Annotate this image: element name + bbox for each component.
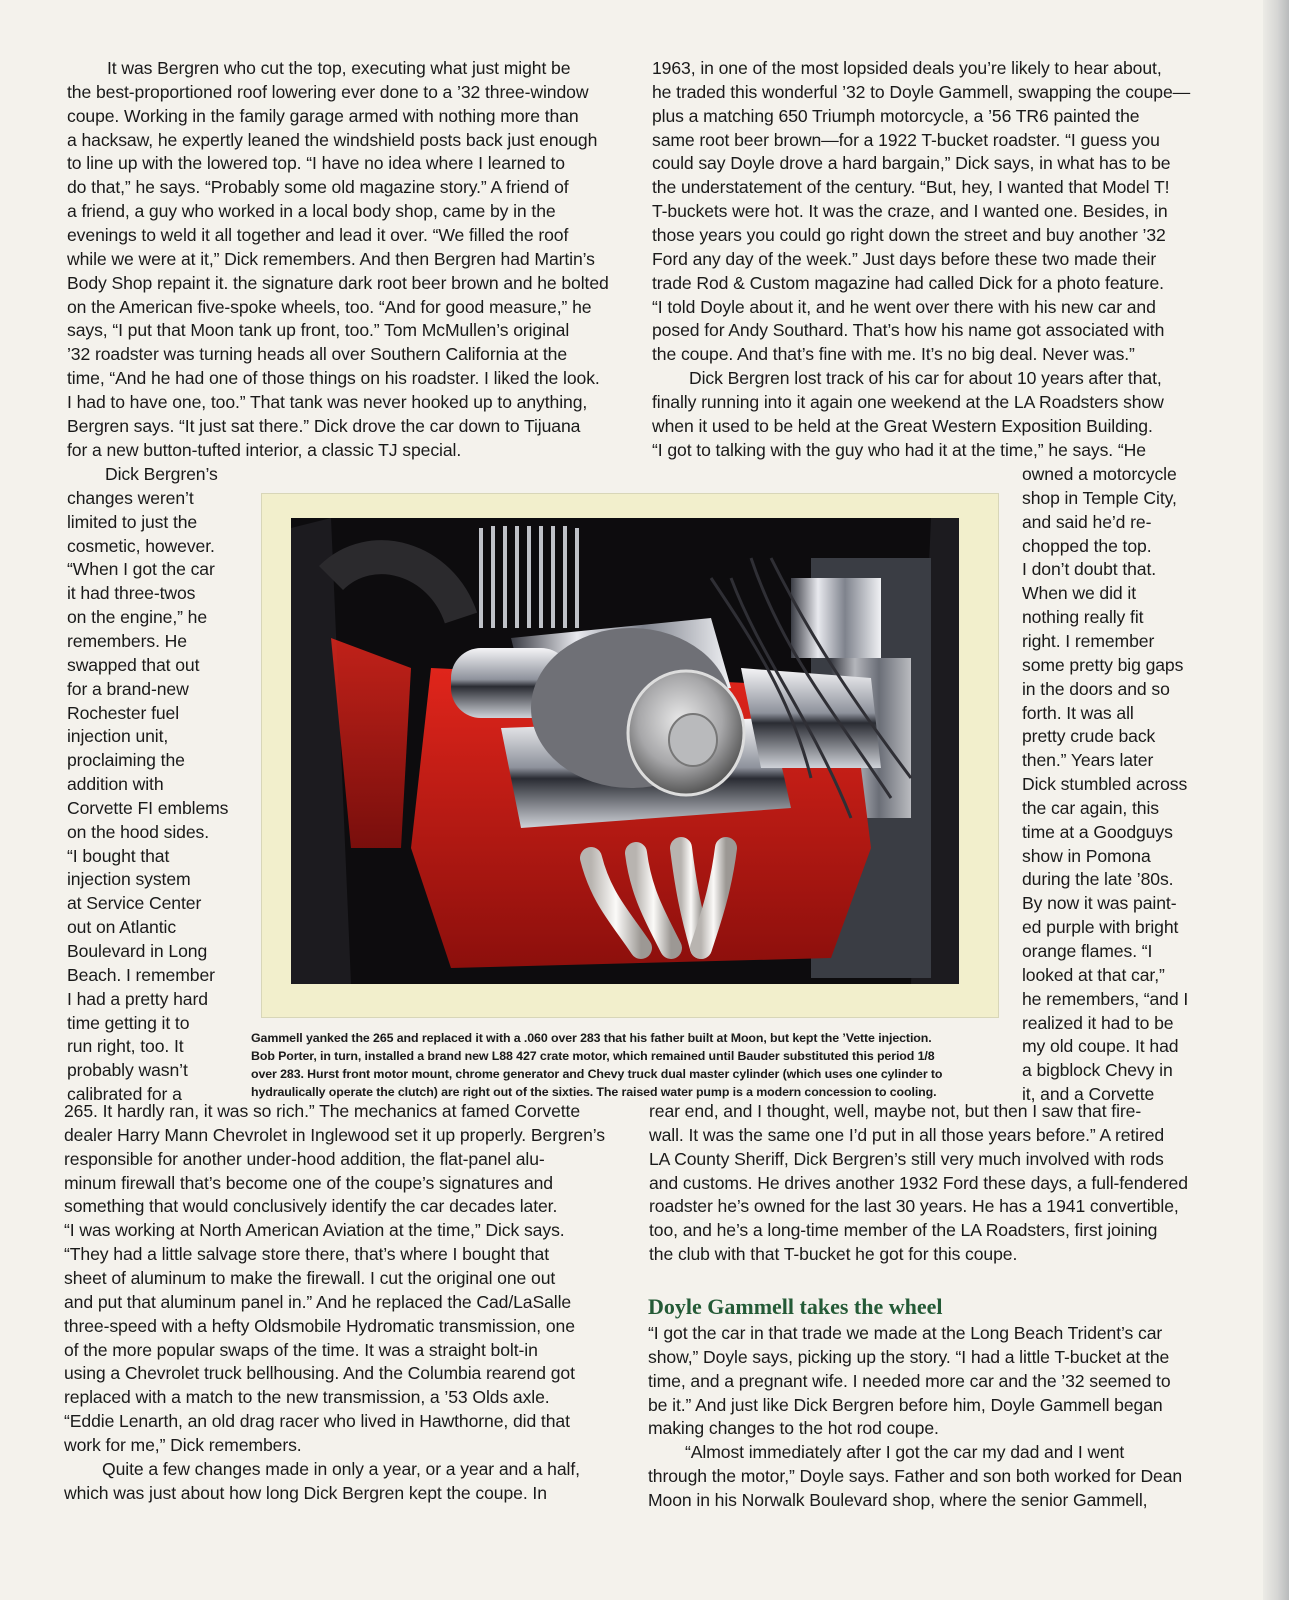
left-bottom-lines-line: 265. It hardly ran, it was so rich.” The mechanics at famed Corvette [64,1101,581,1121]
left-narrow-lines-line: it had three-twos [67,583,196,604]
left-bottom-lines-line: something that would conclusively identify the car decades later. [64,1196,558,1217]
right-narrow-lines-line: show in Pomona [1022,845,1151,866]
left-top-lines-line: It was Bergren who cut the top, executing what just might be [107,58,571,78]
left-narrow-lines-line: on the engine,” he [67,607,208,628]
right-mid-lines-line: LA County Sheriff, Dick Bergren’s still very much involved with rods [649,1148,1164,1169]
right-bottom-lines-line: “I got the car in that trade we made at the Long Beach Trident’s car [648,1323,1163,1343]
left-narrow-lines-line: Corvette FI emblems [67,797,229,818]
right-bottom-lines-line: “Almost immediately after I got the car my dad and I went [685,1442,1125,1463]
right-bottom-lines-line: through the motor,” Doyle says. Father and son both worked for Dean [648,1466,1183,1487]
left-top-lines-line: says, “I put that Moon tank up front, too.” Tom McMullen’s original [67,320,570,341]
left-top-lines-line: ’32 roadster was turning heads all over Southern California at the [67,344,568,365]
right-narrow-lines-line: chopped the top. [1022,535,1152,556]
left-bottom-lines-line: minum firewall that’s become one of the coupe’s signatures and [64,1172,553,1193]
right-top-lines-line: the understatement of the century. “But, hey, I wanted that Model T! [652,177,1170,198]
left-bottom-lines-line: replaced with a match to the new transmission, a ’53 Olds axle. [64,1387,550,1408]
right-top-lines-line: he traded this wonderful ’32 to Doyle Gammell, swapping the coupe— [652,81,1191,102]
left-narrow-lines-line: limited to just the [67,511,198,532]
right-narrow-lines-line: pretty crude back [1022,726,1156,747]
right-narrow-lines-line: it, and a Corvette [1022,1084,1155,1105]
right-narrow-lines-line: ed purple with bright [1022,917,1179,938]
right-top-lines-line: the coupe. And that’s fine with me. It’s no big deal. Never was.” [652,344,1135,365]
right-narrow-lines-line: realized it had to be [1022,1012,1174,1033]
left-narrow-lines-line: I had a pretty hard [67,988,208,1009]
right-top-lines-line: Dick Bergren lost track of his car for about 10 years after that, [689,368,1162,389]
left-bottom-lines-line: of the more popular swaps of the time. It was a straight bolt-in [64,1339,538,1360]
right-narrow-lines-line: nothing really fit [1022,607,1144,628]
right-narrow-lines-line: right. I remember [1022,630,1155,651]
left-narrow-lines-line: cosmetic, however. [67,535,215,556]
left-top-lines-line: on the American five-spoke wheels, too. “And for good measure,” he [67,296,592,317]
right-bottom-lines-line: time, and a pregnant wife. I needed more car and the ’32 seemed to [648,1370,1171,1391]
left-bottom-lines-line: responsible for another under-hood addition, the flat-panel alu- [64,1148,545,1169]
left-narrow-lines-line: for a brand-new [67,678,189,699]
left-narrow-lines-line: calibrated for a [67,1084,182,1105]
right-narrow-lines-line: By now it was paint- [1022,893,1177,914]
right-top-lines-line: posed for Andy Southard. That’s how his name got associated with [652,320,1165,341]
right-bottom-lines-line: show,” Doyle says, picking up the story. “I had a little T-bucket at the [648,1346,1170,1367]
left-narrow-lines-line: out on Atlantic [67,917,177,938]
right-mid-lines-line: roadster he’s owned for the last 30 years. He has a 1941 convertible, [649,1196,1179,1217]
caption-line: over 283. Hurst front motor mount, chrome generator and Chevy truck dual master cylinder (which uses one cylinder to [251,1067,943,1081]
right-narrow-lines-line: When we did it [1022,583,1136,604]
right-top-lines-line: 1963, in one of the most lopsided deals you’re likely to hear about, [652,58,1162,78]
right-narrow-lines-line: in the doors and so [1022,678,1170,699]
right-top-lines-line: Ford any day of the week.” Just days before these two made their [652,248,1157,269]
engine-bay-photo [291,518,959,984]
right-narrow-lines-line: orange flames. “I [1022,941,1153,961]
right-top-lines-line: “I got to talking with the guy who had it at the time,” he says. “He [652,439,1146,460]
left-top-lines-line: I had to have one, too.” That tank was never hooked up to anything, [67,391,588,412]
left-top-lines-line: coupe. Working in the family garage armed with nothing more than [67,105,579,126]
left-top-lines-line: while we were at it,” Dick remembers. And then Bergren had Martin’s [67,248,595,269]
caption-line: Bob Porter, in turn, installed a brand new L88 427 crate motor, which remained until Bauder substituted this period 1/8 [251,1049,935,1063]
right-mid-lines-line: rear end, and I thought, well, maybe not, but then I saw that fire- [649,1101,1142,1121]
left-narrow-lines-line: Dick Bergren’s [105,464,218,484]
right-top-lines-line: plus a matching 650 Triumph motorcycle, a ’56 TR6 painted the [652,105,1140,126]
left-narrow-lines-line: addition with [67,774,164,795]
caption-line: Gammell yanked the 265 and replaced it with a .060 over 283 that his father built at Moon, but kept the ’Vette injection. [251,1031,932,1045]
right-narrow-lines-line: he remembers, “and I [1022,988,1189,1009]
right-mid-lines-line: wall. It was the same one I’d put in all those years before.” A retired [649,1124,1165,1145]
left-narrow-lines-line: Rochester fuel [67,702,180,723]
left-bottom-lines-line: dealer Harry Mann Chevrolet in Inglewood set it up properly. Bergren’s [64,1124,605,1145]
left-narrow-lines-line: remembers. He [67,630,187,651]
left-bottom-lines-line: which was just about how long Dick Bergren kept the coupe. In [64,1482,547,1503]
right-top-lines-line: “I told Doyle about it, and he went over there with his new car and [652,296,1156,317]
right-top-lines-line: trade Rod & Custom magazine had called Dick for a photo feature. [652,272,1164,293]
left-narrow-lines-line: proclaiming the [67,750,185,771]
right-top-lines-line: those years you could go right down the street and buy another ’32 [652,224,1166,245]
right-top-lines-line: finally running into it again one weekend at the LA Roadsters show [652,391,1164,412]
page-edge-shadow [1263,0,1289,1600]
right-narrow-lines-line: looked at that car,” [1022,964,1165,985]
left-narrow-lines-line: changes weren’t [67,487,194,508]
right-narrow-lines-line: owned a motorcycle [1022,464,1177,484]
left-narrow-lines-line: at Service Center [67,893,202,914]
left-narrow-lines-line: injection system [67,869,191,890]
left-bottom-lines-line: “Eddie Lenarth, an old drag racer who lived in Hawthorne, did that [64,1411,570,1432]
right-narrow-lines-line: some pretty big gaps [1022,654,1184,675]
right-mid-lines-line: too, and he’s a long-time member of the LA Roadsters, first joining [649,1220,1158,1241]
left-narrow-lines-line: Boulevard in Long [67,941,208,961]
left-bottom-lines-line: “I was working at North American Aviation at the time,” Dick says. [64,1220,565,1241]
left-narrow-lines-line: “I bought that [67,845,170,866]
left-top-lines-line: to line up with the lowered top. “I have no idea where I learned to [67,153,565,174]
caption-line: hydraulically operate the clutch) are right out of the sixties. The raised water pump is a modern concession to cooling. [251,1085,937,1099]
right-narrow-lines-line: a bigblock Chevy in [1022,1060,1173,1081]
right-narrow-lines-line: during the late ’80s. [1022,869,1174,890]
left-bottom-lines-line: and put that aluminum panel in.” And he replaced the Cad/LaSalle [64,1291,572,1312]
right-narrow-lines-line: and said he’d re- [1022,511,1152,532]
right-narrow-lines-line: the car again, this [1022,797,1159,818]
right-top-lines-line: could say Doyle drove a hard bargain,” Dick says, in what has to be [652,153,1171,174]
right-bottom-lines-line: be it.” And just like Dick Bergren before him, Doyle Gammell began [648,1394,1163,1415]
left-top-lines-line: evenings to weld it all together and lead it over. “We filled the roof [67,224,569,245]
engine-illustration [291,518,959,984]
left-top-lines-line: time, “And he had one of those things on his roadster. I liked the look. [67,368,600,389]
left-bottom-lines-line: using a Chevrolet truck bellhousing. And the Columbia rearend got [64,1363,575,1384]
right-narrow-lines-line: I don’t doubt that. [1022,559,1157,580]
left-narrow-lines-line: injection unit, [67,726,169,747]
left-bottom-lines-line: sheet of aluminum to make the firewall. I cut the original one out [64,1267,556,1288]
left-bottom-lines-line: “They had a little salvage store there, that’s where I bought that [64,1244,550,1265]
right-narrow-lines-line: Dick stumbled across [1022,774,1188,795]
left-narrow-lines-line: time getting it to [67,1012,190,1033]
right-top-lines-line: same root beer brown—for a 1922 T-bucket roadster. “I guess you [652,129,1160,150]
right-narrow-lines-line: then.” Years later [1022,750,1154,771]
section-subhead: Doyle Gammell takes the wheel [648,1294,943,1319]
left-bottom-lines-line: work for me,” Dick remembers. [64,1434,302,1455]
left-top-lines-line: the best-proportioned roof lowering ever done to a ’32 three-window [67,81,589,102]
left-narrow-lines-line: run right, too. It [67,1036,184,1057]
left-top-lines-line: a hacksaw, he expertly leaned the windshield posts back just enough [67,129,598,150]
left-top-lines-line: Bergren says. “It just sat there.” Dick drove the car down to Tijuana [67,415,581,436]
right-top-lines-line: when it used to be held at the Great Western Exposition Building. [652,415,1153,436]
left-narrow-lines-line: swapped that out [67,654,200,675]
left-narrow-lines-line: probably wasn’t [67,1060,188,1081]
left-narrow-lines-line: on the hood sides. [67,821,209,842]
left-bottom-lines-line: Quite a few changes made in only a year, or a year and a half, [102,1458,580,1479]
left-top-lines-line: for a new button-tufted interior, a classic TJ special. [67,439,462,460]
left-bottom-lines-line: three-speed with a hefty Oldsmobile Hydromatic transmission, one [64,1315,575,1336]
photo-frame [261,493,999,1018]
left-top-lines-line: Body Shop repaint it. the signature dark root beer brown and he bolted [67,272,609,293]
right-mid-lines-line: the club with that T-bucket he got for this coupe. [649,1244,1018,1265]
right-bottom-lines-line: Moon in his Norwalk Boulevard shop, where the senior Gammell, [648,1489,1148,1510]
left-narrow-lines-line: Beach. I remember [67,964,215,985]
right-narrow-lines-line: forth. It was all [1022,702,1134,723]
right-narrow-lines-line: my old coupe. It had [1022,1036,1179,1057]
right-narrow-lines-line: shop in Temple City, [1022,487,1177,508]
left-narrow-lines-line: “When I got the car [67,559,215,580]
right-bottom-lines-line: making changes to the hot rod coupe. [648,1418,939,1439]
right-narrow-lines-line: time at a Goodguys [1022,821,1173,842]
right-mid-lines-line: and customs. He drives another 1932 Ford these days, a full-fendered [649,1172,1188,1193]
photo-caption [251,1029,999,1101]
left-top-lines-line: a friend, a guy who worked in a local body shop, came by in the [67,201,556,222]
right-top-lines-line: T-buckets were hot. It was the craze, and I wanted one. Besides, in [652,201,1168,222]
left-top-lines-line: do that,” he says. “Probably some old magazine story.” A friend of [67,177,569,198]
